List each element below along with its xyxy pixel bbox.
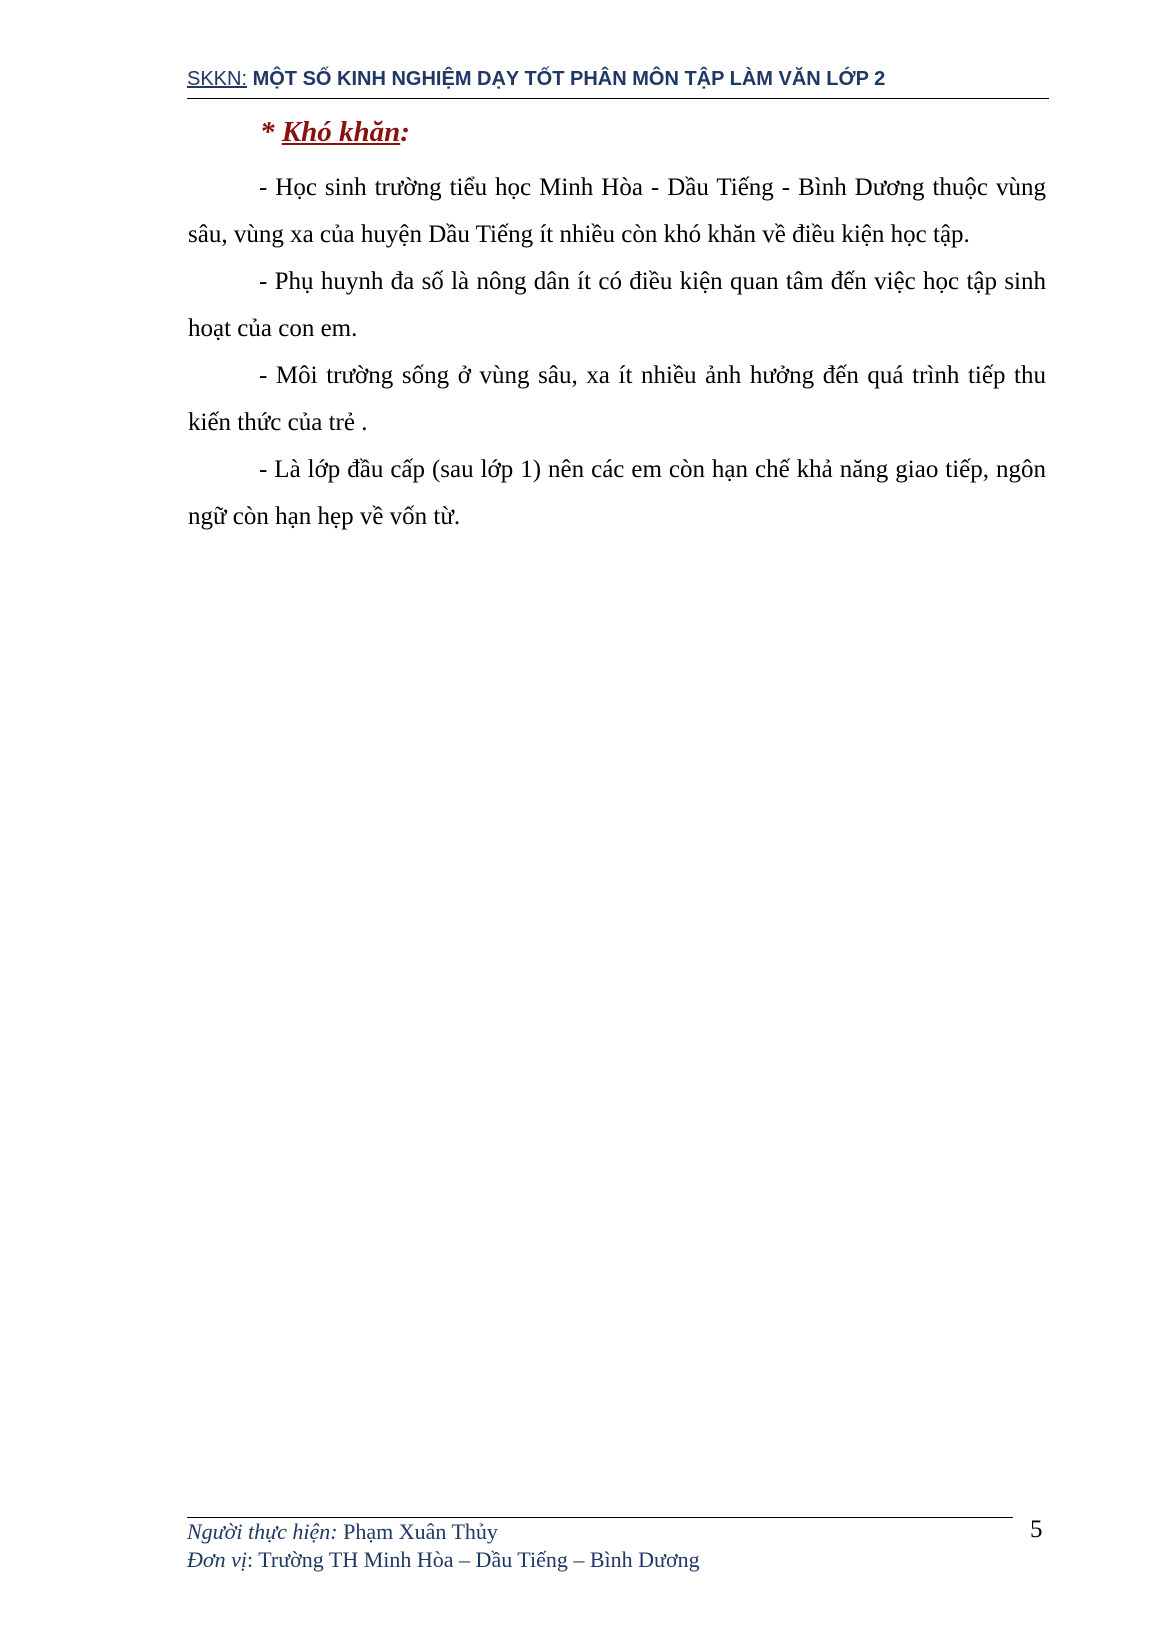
body-text bbox=[188, 164, 1046, 540]
unit-separator: : bbox=[247, 1547, 254, 1572]
paragraph: - Là lớp đầu cấp (sau lớp 1) nên các em còn hạn chế khả năng giao tiếp, ngôn ngữ còn hạn hẹp về vốn từ. bbox=[188, 456, 1046, 530]
paragraph: - Phụ huynh đa số là nông dân ít có điều kiện quan tâm đến việc học tập sinh hoạt của con em. bbox=[188, 268, 1046, 342]
section-heading bbox=[260, 116, 410, 149]
header-divider bbox=[187, 98, 1049, 99]
author-name: Phạm Xuân Thủy bbox=[343, 1519, 498, 1544]
author-label: Người thực hiện: bbox=[187, 1519, 338, 1544]
paragraph: - Môi trường sống ở vùng sâu, xa ít nhiều ảnh hưởng đến quá trình tiếp thu kiến thức của trẻ . bbox=[188, 362, 1046, 436]
page-header bbox=[187, 68, 1047, 91]
page-number: 5 bbox=[1030, 1516, 1043, 1543]
unit-label: Đơn vị bbox=[187, 1547, 248, 1572]
paragraph: - Học sinh trường tiểu học Minh Hòa - Dầu Tiếng - Bình Dương thuộc vùng sâu, vùng xa của huyện Dầu Tiếng ít nhiều còn khó khăn về điều kiện học tập. bbox=[188, 174, 1046, 248]
header-title: MỘT SỐ KINH NGHIỆM DẠY TỐT PHÂN MÔN TẬP LÀM VĂN LỚP 2 bbox=[252, 68, 886, 90]
heading-bullet: * bbox=[260, 116, 282, 148]
heading-colon: : bbox=[400, 116, 410, 148]
heading-text: Khó khăn bbox=[281, 116, 401, 148]
footer-unit-line bbox=[187, 1546, 700, 1574]
header-prefix: SKKN: bbox=[187, 68, 248, 90]
page-footer bbox=[187, 1518, 700, 1574]
unit-name: Trường TH Minh Hòa – Dầu Tiếng – Bình Dương bbox=[258, 1547, 700, 1572]
footer-author-line bbox=[187, 1518, 700, 1546]
